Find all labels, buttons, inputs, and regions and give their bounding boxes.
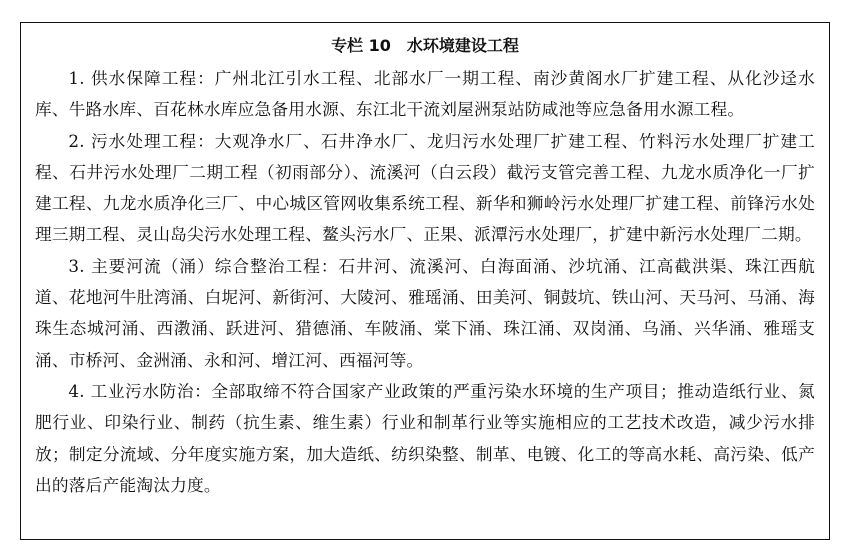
paragraph-river-remediation: 3. 主要河流（涌）综合整治工程：石井河、流溪河、白海面涌、沙坑涌、江高截洪渠、珠江西航道、花地河牛肚湾涌、白坭河、新街河、大陵河、雅瑶涌、田美河、铜鼓坑、铁山河、天马河、马涌、海珠生态城河涌、西漖涌、跃进河、猎德涌、车陂涌、棠下涌、珠江涌、双岗涌、乌涌、兴华涌、雅瑶支涌、市桥河、金洲涌、永和河、增江河、西福河等。: [35, 255, 815, 370]
paragraph-industrial-wastewater: 4. 工业污水防治：全部取缔不符合国家产业政策的严重污染水环境的生产项目；推动造纸行业、氮肥行业、印染行业、制药（抗生素、维生素）行业和制革行业等实施相应的工艺技术改造，减少污水排放；制定分流域、分年度实施方案，加大造纸、纺织染整、制革、电镀、化工的等高水耗、高污染、低产出的落后产能淘汰力度。: [35, 380, 815, 495]
column-title: 专栏 10 水环境建设工程: [331, 36, 519, 55]
column-box: [20, 22, 830, 540]
paragraph-water-supply: 1. 供水保障工程：广州北江引水工程、北部水厂一期工程、南沙黄阁水厂扩建工程、从化沙迳水库、牛路水库、百花林水库应急备用水源、东江北干流刘屋洲泵站防咸池等应急备用水源工程。: [35, 68, 815, 120]
paragraph-sewage-treatment: 2. 污水处理工程：大观净水厂、石井净水厂、龙归污水处理厂扩建工程、竹料污水处理厂扩建工程、石井污水处理厂二期工程（初雨部分）、流溪河（白云段）截污支管完善工程、九龙水质净化一厂扩建工程、九龙水质净化三厂、中心城区管网收集系统工程、新华和狮岭污水处理厂扩建工程、前锋污水处理三期工程、灵山岛尖污水处理工程、鳌头污水厂、正果、派潭污水处理厂，扩建中新污水处理厂二期。: [35, 130, 815, 245]
